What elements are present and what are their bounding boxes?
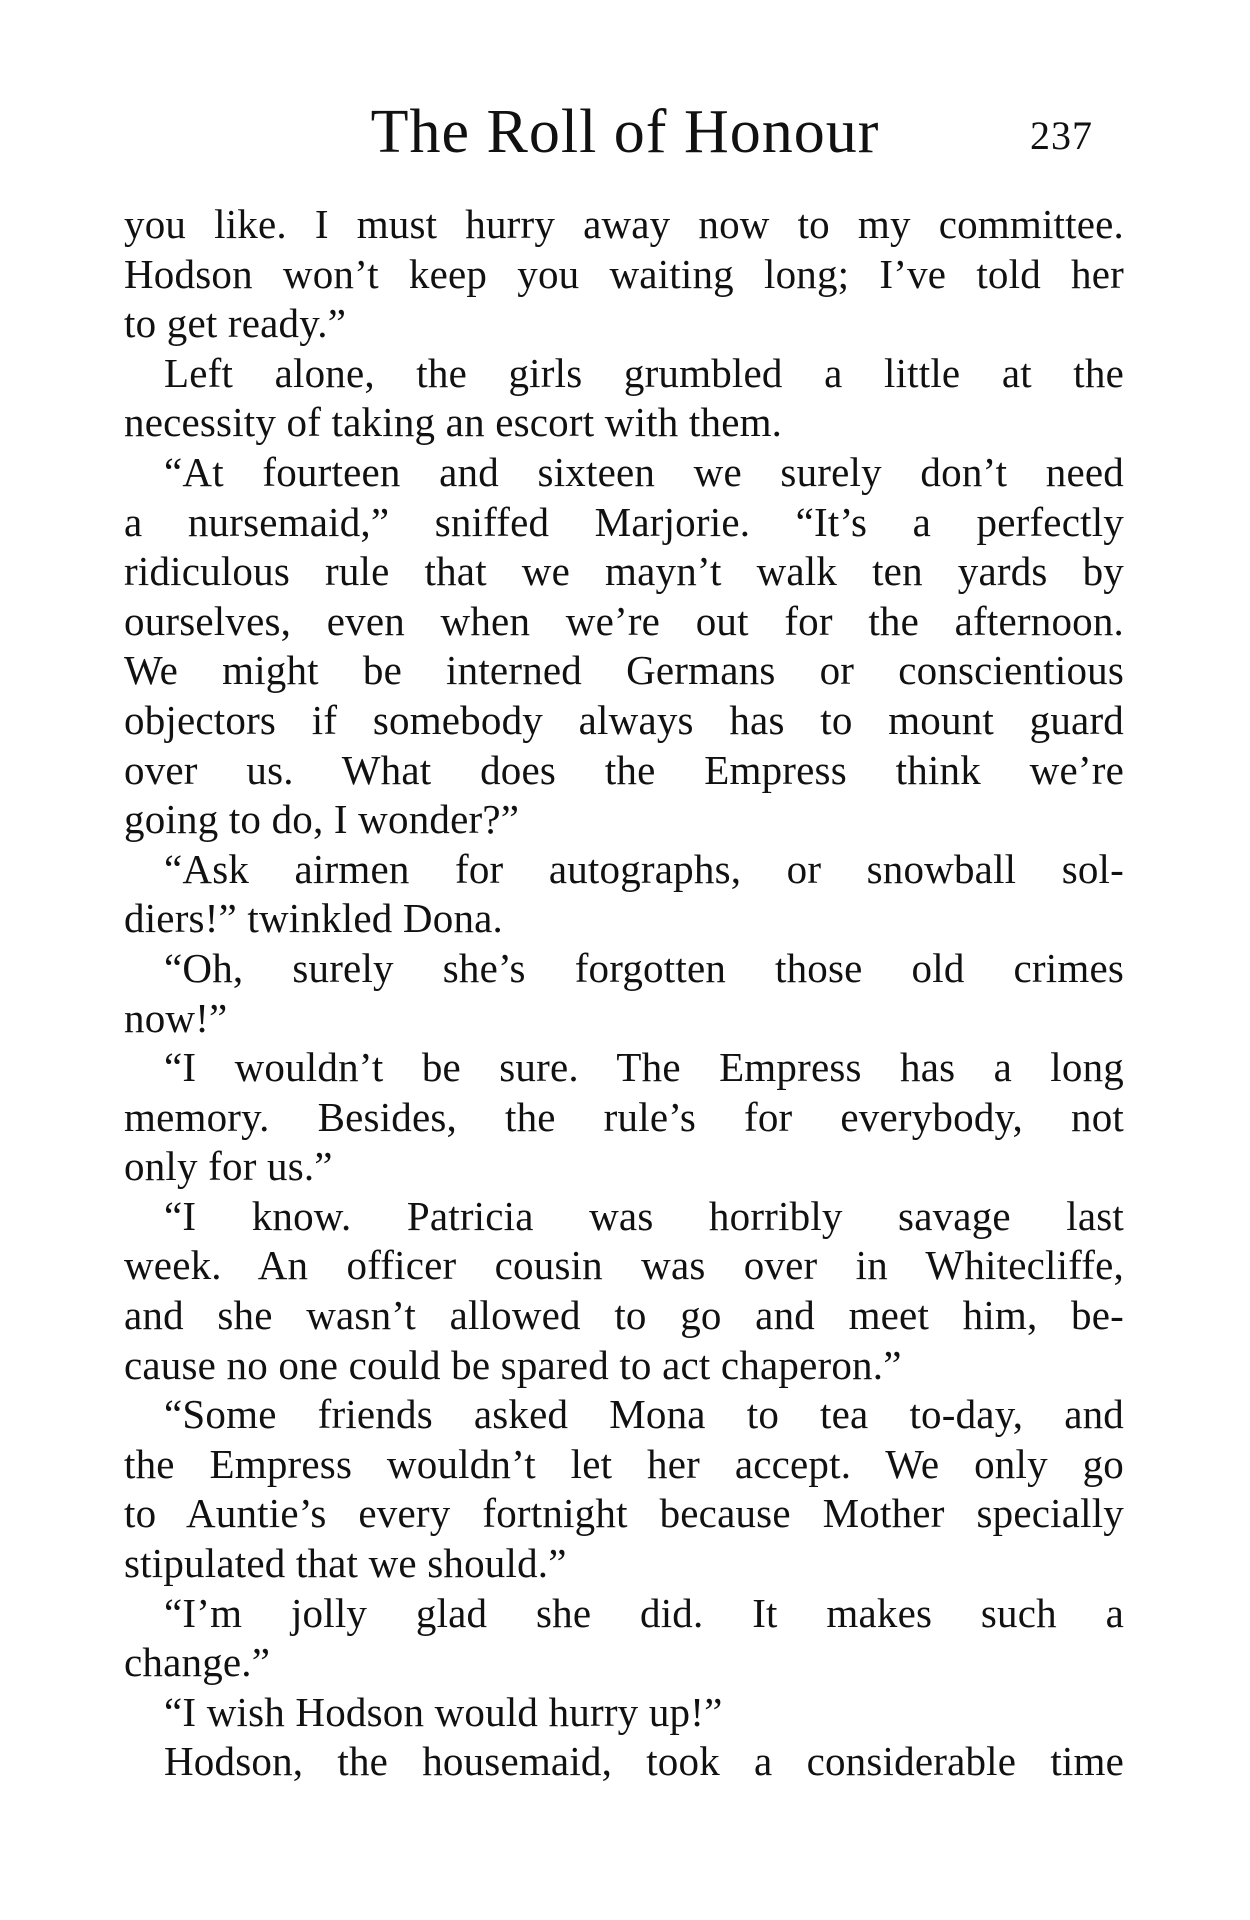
text-line: Hodson, the housemaid, took a considerable time	[164, 1738, 1124, 1785]
text-line: a nursemaid,” sniffed Marjorie. “It’s a perfectly	[124, 498, 1124, 545]
text-line: ourselves, even when we’re out for the afternoon.	[124, 597, 1124, 644]
text-line: “Some friends asked Mona to tea to-day, and	[164, 1391, 1124, 1438]
text-line: Left alone, the girls grumbled a little at the	[164, 349, 1124, 396]
text-line: necessity of taking an escort with them.	[124, 399, 783, 446]
text-line: now!”	[124, 994, 228, 1041]
running-head-title: The Roll of Honour	[370, 98, 880, 166]
text-line: memory. Besides, the rule’s for everybody, not	[124, 1093, 1124, 1140]
text-line: over us. What does the Empress think we’re	[124, 746, 1124, 793]
text-line: “Ask airmen for autographs, or snowball sol-	[164, 845, 1124, 892]
text-line: to Auntie’s every fortnight because Mother specially	[124, 1490, 1124, 1537]
text-line: to get ready.”	[124, 300, 347, 347]
text-line: “I wish Hodson would hurry up!”	[164, 1688, 723, 1735]
page-header	[0, 92, 1250, 172]
text-line: only for us.”	[124, 1143, 333, 1190]
text-line: Hodson won’t keep you waiting long; I’ve told her	[124, 250, 1124, 297]
text-line: “At fourteen and sixteen we surely don’t need	[164, 448, 1124, 495]
text-line: week. An officer cousin was over in Whitecliffe,	[124, 1242, 1124, 1289]
text-line: “Oh, surely she’s forgotten those old crimes	[164, 944, 1124, 991]
text-line: going to do, I wonder?”	[124, 796, 520, 843]
text-line: “I’m jolly glad she did. It makes such a	[164, 1589, 1124, 1636]
text-line: you like. I must hurry away now to my committee.	[124, 201, 1124, 247]
text-line: the Empress wouldn’t let her accept. We only go	[124, 1440, 1124, 1487]
text-line: and she wasn’t allowed to go and meet him, be-	[124, 1292, 1124, 1339]
body-text	[124, 200, 1124, 1787]
text-line: “I wouldn’t be sure. The Empress has a long	[164, 1044, 1124, 1091]
text-line: cause no one could be spared to act chaperon.”	[124, 1341, 902, 1388]
text-line: diers!” twinkled Dona.	[124, 895, 503, 942]
text-line: stipulated that we should.”	[124, 1540, 567, 1587]
text-line: ridiculous rule that we mayn’t walk ten yards by	[124, 548, 1124, 595]
page-number: 237	[1030, 113, 1093, 158]
text-line: “I know. Patricia was horribly savage last	[164, 1192, 1124, 1239]
text-line: change.”	[124, 1639, 271, 1686]
text-line: We might be interned Germans or conscientious	[124, 647, 1124, 694]
text-line: objectors if somebody always has to mount guard	[124, 696, 1124, 743]
